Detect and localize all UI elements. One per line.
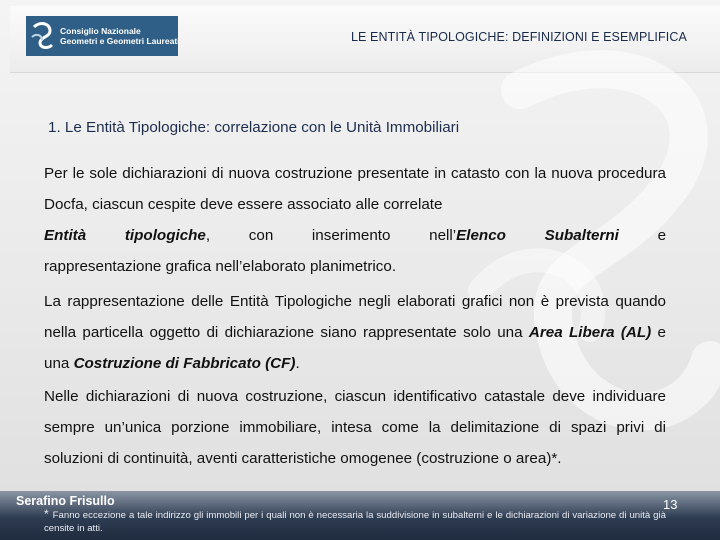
footnote: [44, 508, 666, 535]
paragraph-2-end: .: [295, 355, 300, 372]
logo-line-2: Geometri e Geometri Laureati: [60, 36, 180, 46]
logo-line-1: Consiglio Nazionale: [60, 26, 141, 36]
paragraph-1: [44, 158, 666, 282]
area-libera-term: Area Libera (AL): [528, 324, 652, 341]
page-header-title: LE ENTITÀ TIPOLOGICHE: DEFINIZIONI E ESEMPLIFICA: [351, 30, 687, 44]
paragraph-1-mid: , con inserimento nell’: [205, 227, 457, 244]
footnote-text: Fanno eccezione a tale indirizzo gli immobili per i quali non è necessaria la suddivisione in subalterni e le dichiarazioni di variazione di unità già censite in atti.: [44, 510, 666, 534]
paragraph-1-line-3: [44, 220, 666, 251]
paragraph-2-text-a: La rappresentazione delle Entità Tipologiche negli elaborati grafici non è prevista quando nella particella oggetto di dichiarazione siano rappresentate solo una: [44, 293, 666, 341]
entita-tipologiche-term: Entità tipologiche: [44, 227, 206, 244]
paragraph-2-mid: e una: [44, 324, 667, 372]
author-name: Serafino Frisullo: [16, 494, 115, 508]
section-heading: 1. Le Entità Tipologiche: correlazione con le Unità Immobiliari: [48, 119, 460, 136]
page-number: 13: [663, 497, 678, 512]
paragraph-2: [44, 286, 666, 379]
footnote-mark: *: [44, 507, 49, 521]
paragraph-3: Nelle dichiarazioni di nuova costruzione, ciascun identificativo catastale deve individuare sempre un’unica porzione immobiliare, intesa come la delimitazione di spazi privi di soluzioni di continuità, aventi caratteristiche omogenee (costruzione o area)*.: [44, 388, 666, 467]
paragraph-1-text-c: rappresentazione grafica nell’elaborato planimetrico.: [44, 258, 397, 275]
cngegl-logo: [26, 16, 178, 56]
paragraph-1-text-a: Per le sole dichiarazioni di nuova costruzione presentate in catasto con la nuova procedura Docfa, ciascun cespite deve essere associato alle correlate: [44, 165, 666, 213]
costruzione-fabbricato-term: Costruzione di Fabbricato (CF): [73, 355, 296, 372]
logo-mark-icon: [30, 20, 56, 52]
logo-text: [60, 26, 180, 46]
paragraph-1-end: e: [618, 227, 667, 244]
elenco-subalterni-term: Elenco Subalterni: [456, 227, 619, 244]
